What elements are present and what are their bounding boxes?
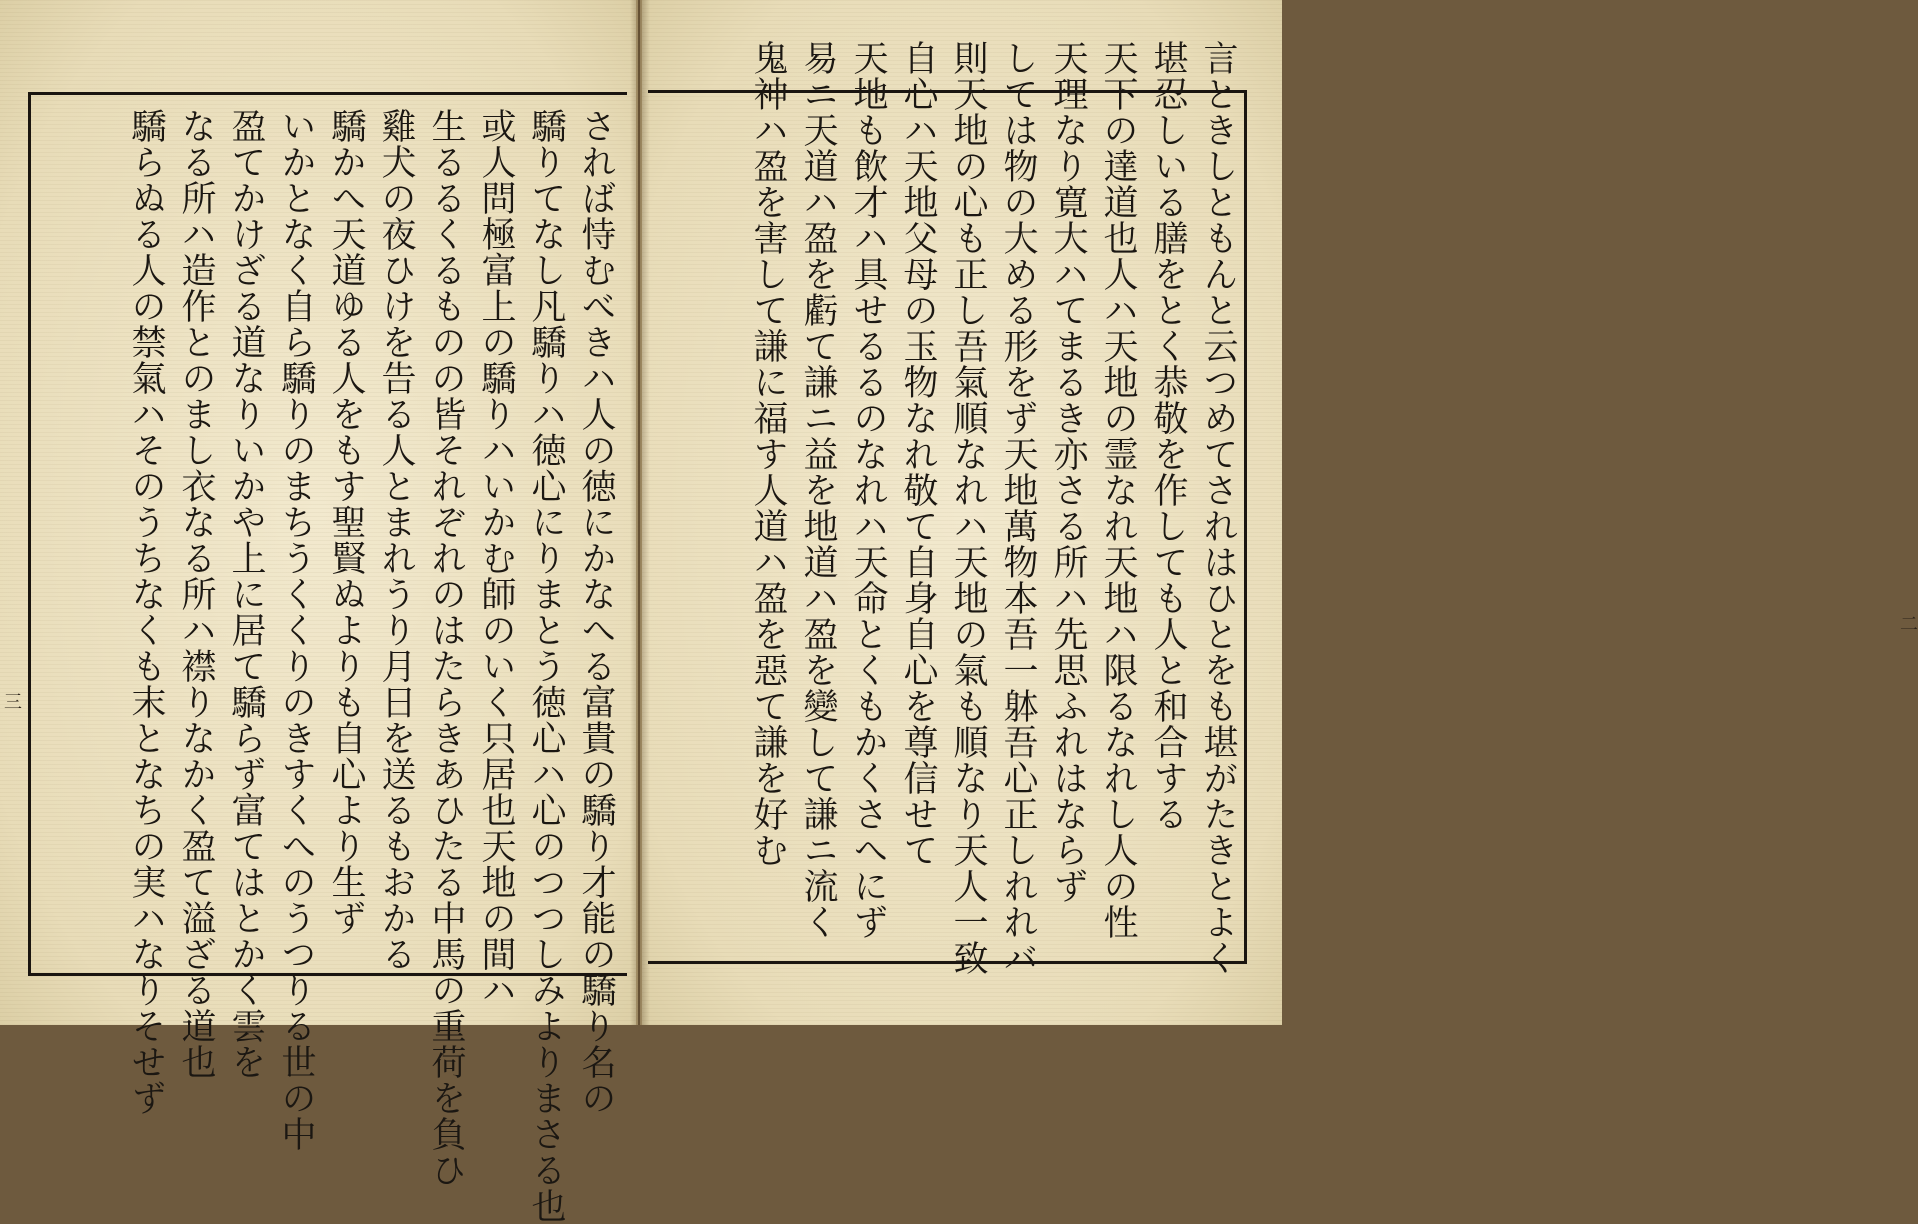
text-column: 驕りてなし凡驕りハ徳心にりまとう徳心ハ心のつつしみよりまさる也 [526, 108, 566, 1224]
text-column: 天理なり寛大ハてまるき亦さる所ハ先思ふれはならず [1048, 40, 1088, 904]
text-column: 生るるくるものの皆それぞれのはたらきあひたる中馬の重荷を負ひ [426, 108, 466, 1188]
text-column: 言ときしともんと云つめてされはひとをも堪がたきとよく [1198, 40, 1238, 976]
text-column: 鬼神ハ盈を害して謙に福す人道ハ盈を惡て謙を好む [748, 40, 788, 868]
text-column: 驕らぬる人の禁氣ハそのうちなくも末となちの実ハなりそせず [126, 108, 166, 1116]
text-column: 自心ハ天地父母の玉物なれ敬て自身自心を尊信せて [898, 40, 938, 868]
left-folio: 三 [4, 692, 22, 713]
text-column: 或人問極富上の驕りハいかむ師のいく只居也天地の間ハ [476, 108, 516, 1008]
text-column: なる所ハ造作とのまし衣なる所ハ襟りなかく盈て溢ざる道也 [176, 108, 216, 1080]
left-text-block [42, 108, 618, 1224]
text-column: 天地も飲才ハ具せるるのなれハ天命とくもかくさへにず [848, 40, 888, 940]
book-gutter [630, 0, 650, 1025]
text-column: 則天地の心も正し吾氣順なれハ天地の氣も順なり天人一致 [948, 40, 988, 976]
text-column: しては物の大める形をず天地萬物本吾一躰吾心正しれれバ [998, 40, 1038, 976]
right-folio: 二 [1900, 614, 1918, 635]
text-column: いかとなく自ら驕りのまちうくくりのきすくへのうつりる世の中 [276, 108, 316, 1152]
text-column: 堪忍しいる膳をとく恭敬を作しても人と和合する [1148, 40, 1188, 832]
text-column: 天下の達道也人ハ天地の霊なれ天地ハ限るなれし人の性 [1098, 40, 1138, 940]
text-column: されば恃むべきハ人の徳にかなへる富貴の驕り才能の驕り名の [576, 108, 616, 1116]
text-column: 驕かへ天道ゆる人をもす聖賢ぬよりも自心より生ず [326, 108, 366, 936]
text-column: 盈てかけざる道なりいかや上に居て驕らず富てはとかく雲を [226, 108, 266, 1080]
text-column: 易ニ天道ハ盈を虧て謙ニ益を地道ハ盈を變して謙ニ流く [798, 40, 838, 940]
right-text-block [660, 40, 1240, 976]
text-column: 雞犬の夜ひけを告る人とまれうり月日を送るもおかる [376, 108, 416, 972]
